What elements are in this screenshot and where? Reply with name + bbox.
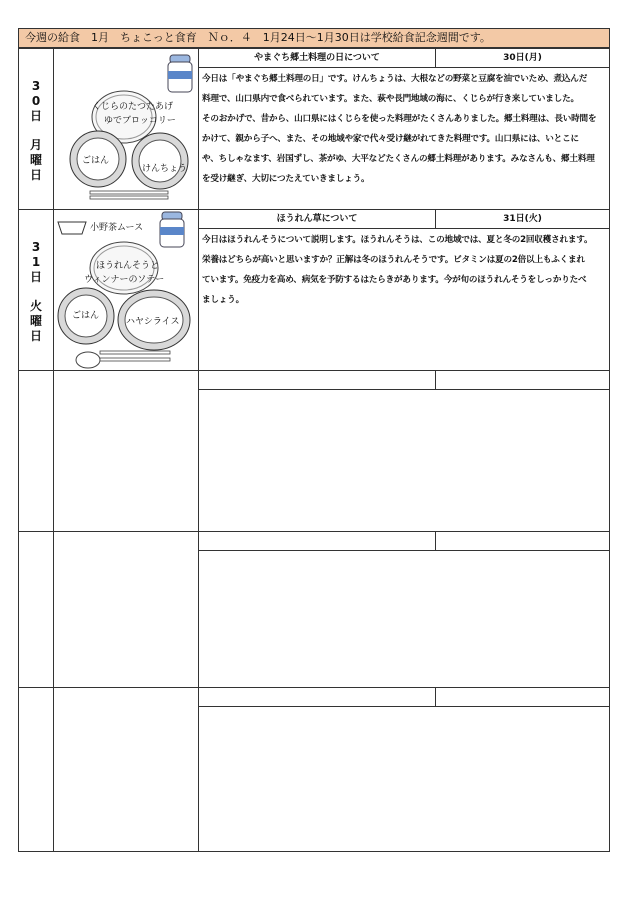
topic-panel bbox=[199, 49, 609, 209]
milk-bottle-icon bbox=[160, 212, 184, 247]
topic-title: やまぐち郷土料理の日について bbox=[199, 49, 436, 67]
menu-item-side: ゆでブロッコリー bbox=[104, 116, 176, 126]
topic-text: 今日はほうれんそうについて説明します。ほうれんそうは、この地域では、夏と冬の2回収穫されます。 栄養はどちらが高いと思いますか？正解は冬のほうれんそうです。ビタミンは夏の2倍以上もふくまれ ています。免疫力を高め、病気を予防するはたらきがあります。今が旬のほうれんそうをしっかりたべ ましょう。 bbox=[202, 235, 593, 305]
day-label: 3 1 日 火 曜 日 bbox=[19, 210, 54, 370]
day-row-empty bbox=[19, 687, 609, 851]
day-row-tuesday bbox=[19, 209, 609, 370]
menu-item-main: くじらのたつたあげ bbox=[92, 102, 174, 112]
menu-grid bbox=[18, 48, 610, 852]
menu-illustration bbox=[54, 210, 199, 370]
day-row-empty bbox=[19, 370, 609, 531]
menu-illustration bbox=[54, 49, 199, 209]
topic-title: ほうれん草について bbox=[199, 210, 436, 228]
tray-icon bbox=[54, 49, 199, 210]
menu-item-dessert: 小野茶ムース bbox=[90, 223, 144, 233]
menu-item-side: ほうれんそうと bbox=[96, 261, 160, 271]
day-label: 3 0 日 月 曜 日 bbox=[19, 49, 54, 209]
menu-item-soup: けんちょう bbox=[142, 164, 188, 174]
milk-bottle-icon bbox=[168, 55, 192, 92]
menu-item-main: ハヤシライス bbox=[126, 317, 180, 327]
day-row-empty bbox=[19, 531, 609, 687]
topic-text: 今日は「やまぐち郷土料理の日」です。けんちょうは、大根などの野菜と豆腐を油でいため、煮込んだ 料理で、山口県内で食べられています。また、萩や長門地域の海に、くじらが行き来していました。 そのおかげで、昔から、山口県にはくじらを使った料理がたくさんありました。郷土料理は、長い時間を かけて、親から子へ、また、その地域や家で代々受け継がれてきた料理です。山口県には、いとこに や、ちしゃなます、岩国ずし、茶がゆ、大平などたくさんの郷土料理があります。みなさんも、郷土料理 を受け継ぎ、大切につたえていきましょう。 bbox=[202, 74, 597, 184]
topic-date: 31日(火) bbox=[503, 214, 542, 224]
day-row-monday bbox=[19, 48, 609, 209]
menu-item-rice: ごはん bbox=[82, 156, 110, 166]
topic-date: 30日(月) bbox=[503, 53, 542, 63]
topic-panel bbox=[199, 210, 609, 370]
tray-icon bbox=[54, 210, 199, 371]
header-title: 今週の給食 1月 ちょこっと食育 Ｎｏ．４ 1月24日～1月30日は学校給食記念週間です。 bbox=[18, 28, 610, 48]
menu-item-side-2: ウィンナーのソテー bbox=[84, 275, 165, 285]
menu-item-rice: ごはん bbox=[72, 311, 100, 321]
